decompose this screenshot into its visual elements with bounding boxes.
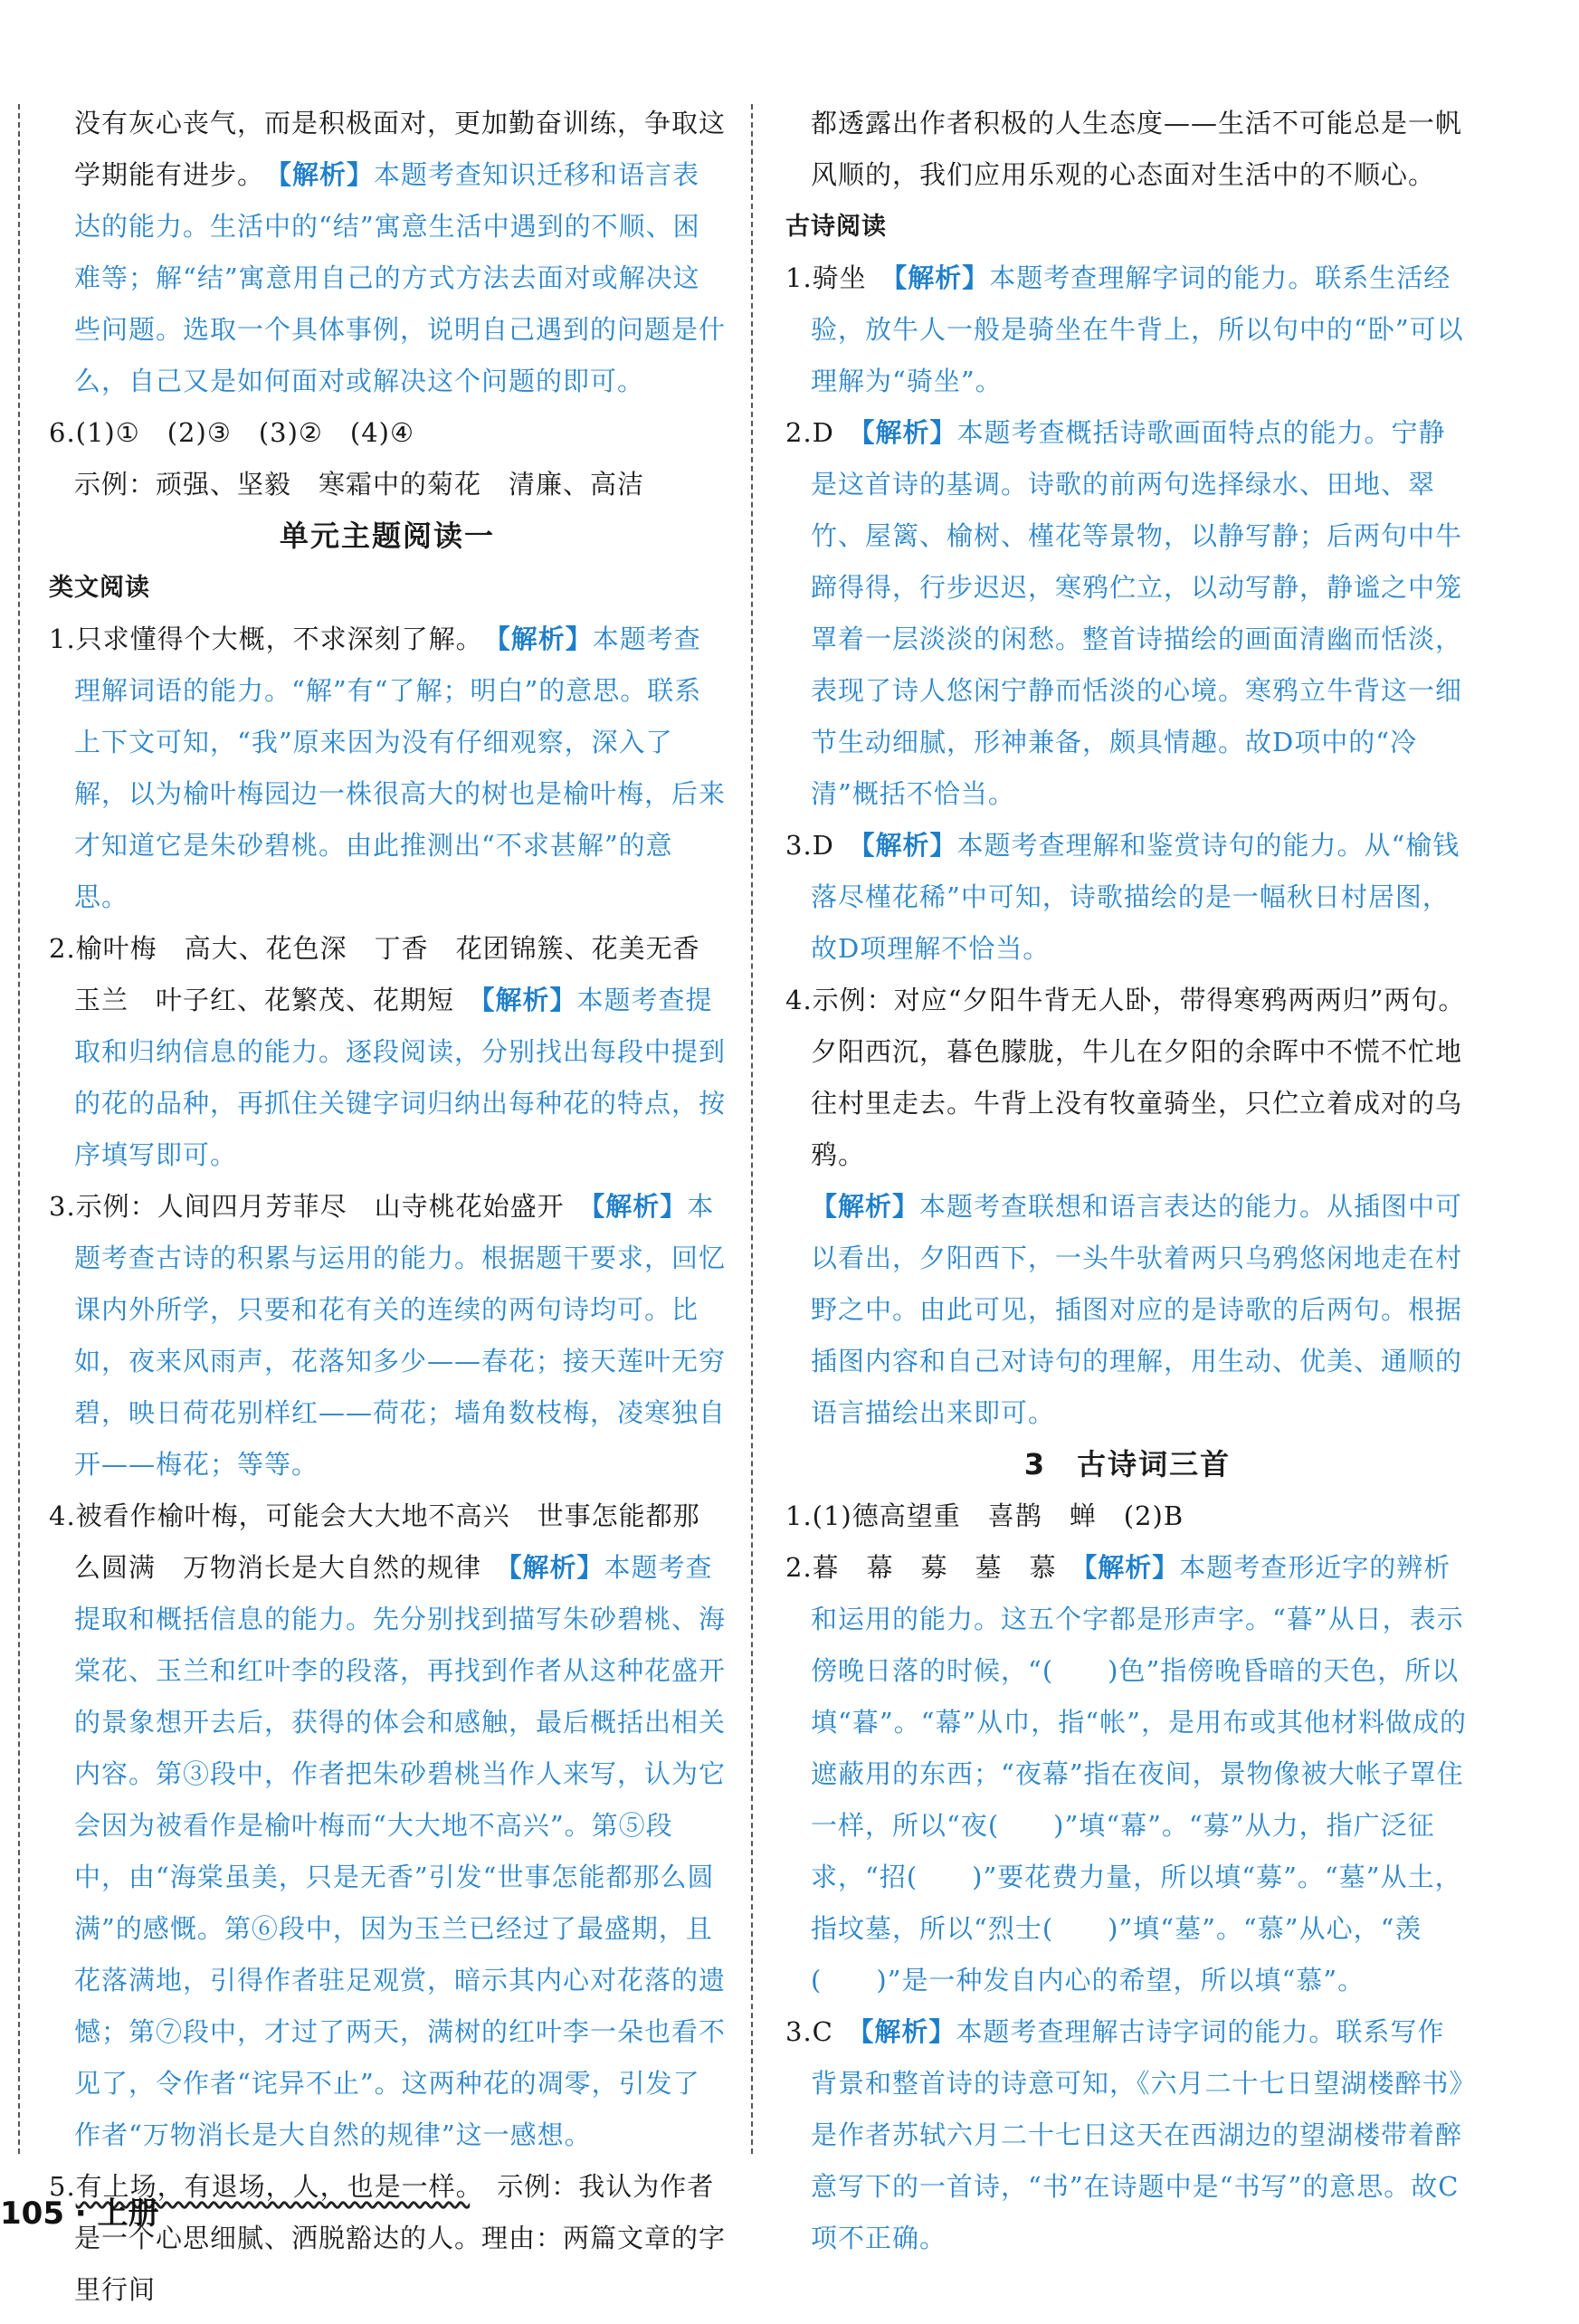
analysis-tag: 【解析】 <box>811 1191 920 1222</box>
analysis-text: 本题考查提取和归纳信息的能力。逐段阅读，分别找出每段中提到的花的品种，再抓住关键字词归纳出每种花的特点，按序填写即可。 <box>74 985 727 1170</box>
left-column <box>49 98 726 2316</box>
question-item: 3.D 【解析】本题考查理解和鉴赏诗句的能力。从“榆钱落尽槿花稀”中可知，诗歌描绘的是一幅秋日村居图，故D项理解不恰当。 <box>785 830 1460 964</box>
analysis-tag: 【解析】 <box>481 985 577 1015</box>
analysis-text: 本题考查理解和鉴赏诗句的能力。从“榆钱落尽槿花稀”中可知，诗歌描绘的是一幅秋日村居图，故D项理解不恰当。 <box>811 830 1460 964</box>
intro-continuation: 都透露出作者积极的人生态度——生活不可能总是一帆风顺的，我们应用乐观的心态面对生活中的不顺心。 <box>811 108 1463 190</box>
question-item: 2.暮 幕 募 墓 慕 【解析】本题考查形近字的辨析和运用的能力。这五个字都是形声字。“暮”从日，表示傍晚日落的时候，“( )色”指傍晚昏暗的天色，所以填“暮”。“幕”从巾，指“帐”，是用布或其他材料做成的遮蔽用的东西；“夜幕”指在夜间，景物像被大帐子罩住一样，所以“夜( )”填“幕”。“募”从力，指广泛征求，“招( )”要花费力量，所以填“募”。“墓”从土，指坟墓，所以“烈士( )”填“墓”。“慕”从心，“羡( )”是一种发自内心的希望，所以填“慕”。 <box>785 1552 1467 1995</box>
analysis-tag: 【解析】 <box>860 2016 956 2047</box>
question-4-analysis <box>785 1181 1470 1439</box>
question-5: 5.有上场，有退场，人，也是一样。 示例：我认为作者是一个心思细腻、洒脱豁达的人。理由：两篇文章的字里行间 <box>49 2171 727 2305</box>
analysis-text: 本题考查知识迁移和语言表达的能力。生活中的“结”寓意生活中遇到的不顺、困难等；解“结”寓意用自己的方式方法去面对或解决这些问题。选取一个具体事例，说明自己遇到的问题是什么，自己又是如何面对或解决这个问题的即可。 <box>74 159 727 396</box>
page-number-footer: 105 · 上册 <box>0 2195 159 2232</box>
question-item: 1.只求懂得个大概，不求深刻了解。 【解析】本题考查理解词语的能力。“解”有“了解；明白”的意思。联系上下文可知，“我”原来因为没有仔细观察，深入了解，以为榆叶梅园边一株很高大的树也是榆叶梅，后来才知道它是朱砂碧桃。由此推测出“不求甚解”的意思。 <box>49 624 727 912</box>
analysis-text: 本题考查理解字词的能力。联系生活经验，放牛人一般是骑坐在牛背上，所以句中的“卧”可以理解为“骑坐”。 <box>811 262 1464 396</box>
question-item: 1.骑坐 【解析】本题考查理解字词的能力。联系生活经验，放牛人一般是骑坐在牛背上，所以句中的“卧”可以理解为“骑坐”。 <box>785 262 1464 396</box>
wavy-underlined-answer: 有上场，有退场，人，也是一样。 <box>75 2171 471 2202</box>
analysis-tag: 【解析】 <box>509 1552 604 1583</box>
analysis-tag: 【解析】 <box>893 262 990 293</box>
center-dashed-divider <box>751 104 753 2154</box>
section-title: 3 古诗词三首 <box>1023 1447 1232 1481</box>
analysis-tag: 【解析】 <box>497 624 593 654</box>
analysis-tag: 【解析】 <box>861 830 957 861</box>
question-item: 4.示例：对应“夕阳牛背无人卧，带得寒鸦两两归”两句。夕阳西沉，暮色朦胧，牛儿在夕阳的余晖中不慌不忙地往村里走去。牛背上没有牧童骑坐，只伫立着成对的乌鸦。 <box>785 985 1466 1170</box>
question-item: 3.示例：人间四月芳菲尽 山寺桃花始盛开 【解析】本题考查古诗的积累与运用的能力。根据题干要求，回忆课内外所学，只要和花有关的连续的两句诗均可。比如，夜来风雨声，花落知多少——春花；接天莲叶无穷碧，映日荷花别样红——荷花；墙角数枝梅，凌寒独自开——梅花；等等。 <box>49 1191 727 1480</box>
right-column <box>785 98 1470 2264</box>
intro-paragraph: 没有灰心丧气，而是积极面对，更加勤奋训练，争取这学期能有进步。 【解析】本题考查知识迁移和语言表达的能力。生活中的“结”寓意生活中遇到的不顺、困难等；解“结”寓意用自己的方式方法去面对或解决这些问题。选取一个具体事例，说明自己遇到的问题是什么，自己又是如何面对或解决这个问题的即可。 <box>74 108 727 396</box>
analysis-text: 本题考查提取和概括信息的能力。先分别找到描写朱砂碧桃、海棠花、玉兰和红叶李的段落，再找到作者从这种花盛开的景象想开去后，获得的体会和感触，最后概括出相关内容。第③段中，作者把朱砂碧桃当作人来写，认为它会因为被看作是榆叶梅而“大大地不高兴”。第⑤段中，由“海棠虽美，只是无香”引发“世事怎能都那么圆满”的感慨。第⑥段中，因为玉兰已经过了最盛期，且花落满地，引得作者驻足观赏，暗示其内心对花落的遗憾；第⑦段中，才过了两天，满树的红叶李一朵也看不见了，令作者“诧异不止”。这两种花的凋零，引发了作者“万物消长是大自然的规律”这一感想。 <box>74 1552 727 2150</box>
question-item: 1.(1)德高望重 喜鹊 蝉 (2)B <box>785 1500 1184 1531</box>
question-item: 2.榆叶梅 高大、花色深 丁香 花团锦簇、花美无香 玉兰 叶子红、花繁茂、花期短 【解析】本题考查提取和归纳信息的能力。逐段阅读，分别找出每段中提到的花的品种，再抓住关键字词归纳出每种花的特点，按序填写即可。 <box>49 933 728 1170</box>
analysis-text: 本题考查联想和语言表达的能力。从插图中可以看出，夕阳西下，一头牛驮着两只乌鸦悠闲地走在村野之中。由此可见，插图对应的是诗歌的后两句。根据插图内容和自己对诗句的理解，用生动、优美、通顺的语言描绘出来即可。 <box>811 1191 1463 1428</box>
question-6: 6.(1)① (2)③ (3)② (4)④ <box>49 417 414 448</box>
analysis-tag: 【解析】 <box>591 1191 688 1222</box>
subsection-title: 古诗阅读 <box>785 213 887 241</box>
analysis-text: 本题考查理解古诗字词的能力。联系写作背景和整首诗的诗意可知，《六月二十七日望湖楼醉书》是作者苏轼六月二十七日这天在西湖边的望湖楼带着醉意写下的一首诗，“书”在诗题中是“书写”的意思。故C项不正确。 <box>811 2016 1464 2253</box>
question-item: 3.C 【解析】本题考查理解古诗字词的能力。联系写作背景和整首诗的诗意可知，《六月二十七日望湖楼醉书》是作者苏轼六月二十七日这天在西湖边的望湖楼带着醉意写下的一首诗，“书”在诗题中是“书写”的意思。故C项不正确。 <box>785 2016 1464 2253</box>
analysis-tag: 【解析】 <box>278 159 375 190</box>
analysis-text: 本题考查理解词语的能力。“解”有“了解；明白”的意思。联系上下文可知，“我”原来因为没有仔细观察，深入了解，以为榆叶梅园边一株很高大的树也是榆叶梅，后来才知道它是朱砂碧桃。由此推测出“不求甚解”的意思。 <box>74 624 727 912</box>
analysis-text: 本题考查形近字的辨析和运用的能力。这五个字都是形声字。“暮”从日，表示傍晚日落的时候，“( )色”指傍晚昏暗的天色，所以填“暮”。“幕”从巾，指“帐”，是用布或其他材料做成的遮蔽用的东西；“夜幕”指在夜间，景物像被大帐子罩住一样，所以“夜( )”填“幕”。“募”从力，指广泛征求，“招( )”要花费力量，所以填“募”。“墓”从土，指坟墓，所以“烈士( )”填“墓”。“慕”从心，“羡( )”是一种发自内心的希望，所以填“慕”。 <box>811 1552 1467 1995</box>
analysis-text: 本题考查古诗的积累与运用的能力。根据题干要求，回忆课内外所学，只要和花有关的连续的两句诗均可。比如，夜来风雨声，花落知多少——春花；接天莲叶无穷碧，映日荷花别样红——荷花；墙角数枝梅，凌寒独自开——梅花；等等。 <box>74 1191 727 1480</box>
analysis-tag: 【解析】 <box>861 417 957 448</box>
analysis-tag: 【解析】 <box>1083 1552 1180 1583</box>
question-6-example: 示例：顽强、坚毅 寒霜中的菊花 清廉、高洁 <box>74 469 645 500</box>
analysis-text: 本题考查概括诗歌画面特点的能力。宁静是这首诗的基调。诗歌的前两句选择绿水、田地、翠竹、屋篱、榆树、槿花等景物，以静写静；后两句中牛蹄得得，行步迟迟，寒鸦伫立，以动写静，静谧之中笼罩着一层淡淡的闲愁。整首诗描绘的画面清幽而恬淡，表现了诗人悠闲宁静而恬淡的心境。寒鸦立牛背这一细节生动细腻，形神兼备，颇具情趣。故D项中的“冷清”概括不恰当。 <box>811 417 1463 809</box>
subsection-title: 类文阅读 <box>49 574 150 602</box>
section-title: 单元主题阅读一 <box>279 519 495 553</box>
left-dashed-margin <box>18 104 20 2154</box>
question-item: 4.被看作榆叶梅，可能会大大地不高兴 世事怎能都那么圆满 万物消长是大自然的规律 【解析】本题考查提取和概括信息的能力。先分别找到描写朱砂碧桃、海棠花、玉兰和红叶李的段落，再找到作者从这种花盛开的景象想开去后，获得的体会和感触，最后概括出相关内容。第③段中，作者把朱砂碧桃当作人来写，认为它会因为被看作是榆叶梅而“大大地不高兴”。第⑤段中，由“海棠虽美，只是无香”引发“世事怎能都那么圆满”的感慨。第⑥段中，因为玉兰已经过了最盛期，且花落满地，引得作者驻足观赏，暗示其内心对花落的遗憾；第⑦段中，才过了两天，满树的红叶李一朵也看不见了，令作者“诧异不止”。这两种花的凋零，引发了作者“万物消长是大自然的规律”这一感想。 <box>49 1500 727 2150</box>
question-item: 2.D 【解析】本题考查概括诗歌画面特点的能力。宁静是这首诗的基调。诗歌的前两句选择绿水、田地、翠竹、屋篱、榆树、槿花等景物，以静写静；后两句中牛蹄得得，行步迟迟，寒鸦伫立，以动写静，静谧之中笼罩着一层淡淡的闲愁。整首诗描绘的画面清幽而恬淡，表现了诗人悠闲宁静而恬淡的心境。寒鸦立牛背这一细节生动细腻，形神兼备，颇具情趣。故D项中的“冷清”概括不恰当。 <box>785 417 1463 809</box>
